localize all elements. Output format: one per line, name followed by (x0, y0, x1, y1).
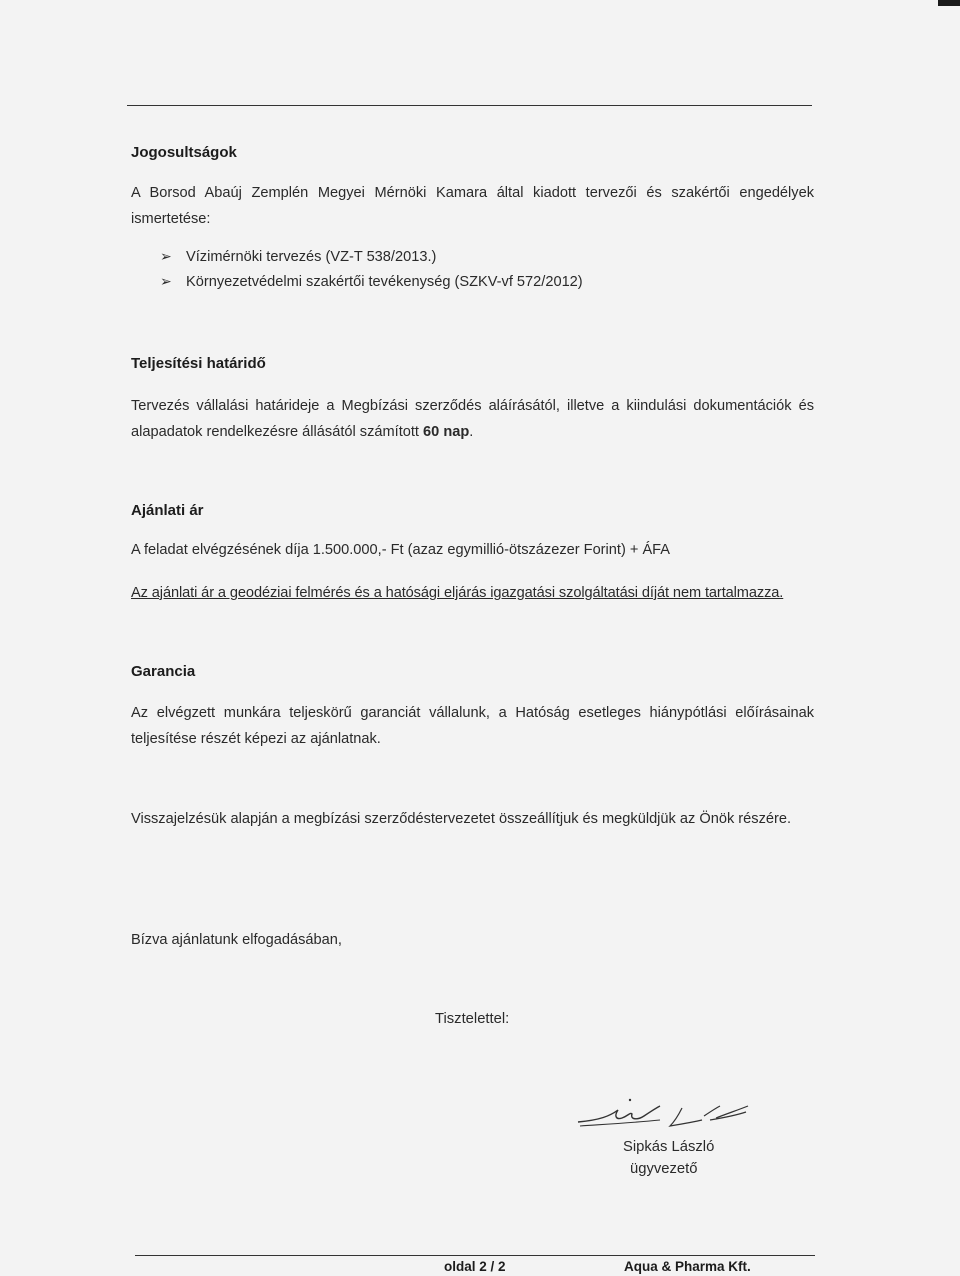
price-note: Az ajánlati ár a geodéziai felmérés és a hatósági eljárás igazgatási szolgáltatási díját nem tartalmazza. (131, 585, 784, 601)
company-name: Aqua & Pharma Kft. (624, 1259, 751, 1274)
price-heading: Ajánlati ár (131, 502, 204, 519)
feedback-text: Visszajelzésük alapján a megbízási szerződéstervezetet összeállítjuk és megküldjük az Önök részére. (131, 811, 792, 827)
warranty-heading: Garancia (131, 663, 196, 680)
closing-text: Bízva ajánlatunk elfogadásában, (131, 932, 342, 948)
rights-item-text: Környezetvédelmi szakértői tevékenység (SZKV-vf 572/2012) (186, 273, 583, 290)
scan-corner-mark (938, 0, 960, 6)
signer-title: ügyvezető (630, 1161, 698, 1177)
deadline-heading: Teljesítési határidő (131, 355, 266, 372)
rights-intro-line1: A Borsod Abaúj Zemplén Megyei Mérnöki Kamara által kiadott tervezői és szakértői engedélyek (131, 185, 814, 201)
arrow-bullet-icon: ➢ (160, 248, 172, 264)
deadline-line2-prefix: alapadatok rendelkezésre állásától számított (131, 424, 424, 440)
deadline-line2-suffix: . (469, 424, 474, 440)
list-item (160, 248, 436, 265)
regards-text: Tisztelettel: (435, 1011, 510, 1027)
rights-intro-line2: ismertetése: (131, 211, 211, 227)
arrow-bullet-icon: ➢ (160, 273, 172, 289)
deadline-line2 (131, 419, 814, 445)
deadline-line1: Tervezés vállalási határideje a Megbízási szerződés aláírásától, illetve a kiindulási dokumentációk és (131, 398, 814, 414)
warranty-line1: Az elvégzett munkára teljeskörű garanciát vállalunk, a Hatóság esetleges hiánypótlási előírásainak (131, 705, 814, 721)
deadline-days: 60 nap (423, 424, 470, 440)
handwritten-signature (570, 1090, 770, 1140)
header-rule (127, 105, 812, 106)
signer-name: Sipkás László (623, 1139, 715, 1155)
price-line: A feladat elvégzésének díja 1.500.000,- Ft (azaz egymillió-ötszázezer Forint) + ÁFA (131, 542, 671, 558)
page-number: oldal 2 / 2 (444, 1259, 506, 1274)
rights-item-text: Vízimérnöki tervezés (VZ-T 538/2013.) (186, 248, 437, 265)
list-item (160, 273, 583, 290)
footer-rule (135, 1255, 815, 1256)
rights-heading: Jogosultságok (131, 144, 237, 161)
warranty-line2: teljesítése részét képezi az ajánlatnak. (131, 731, 381, 747)
